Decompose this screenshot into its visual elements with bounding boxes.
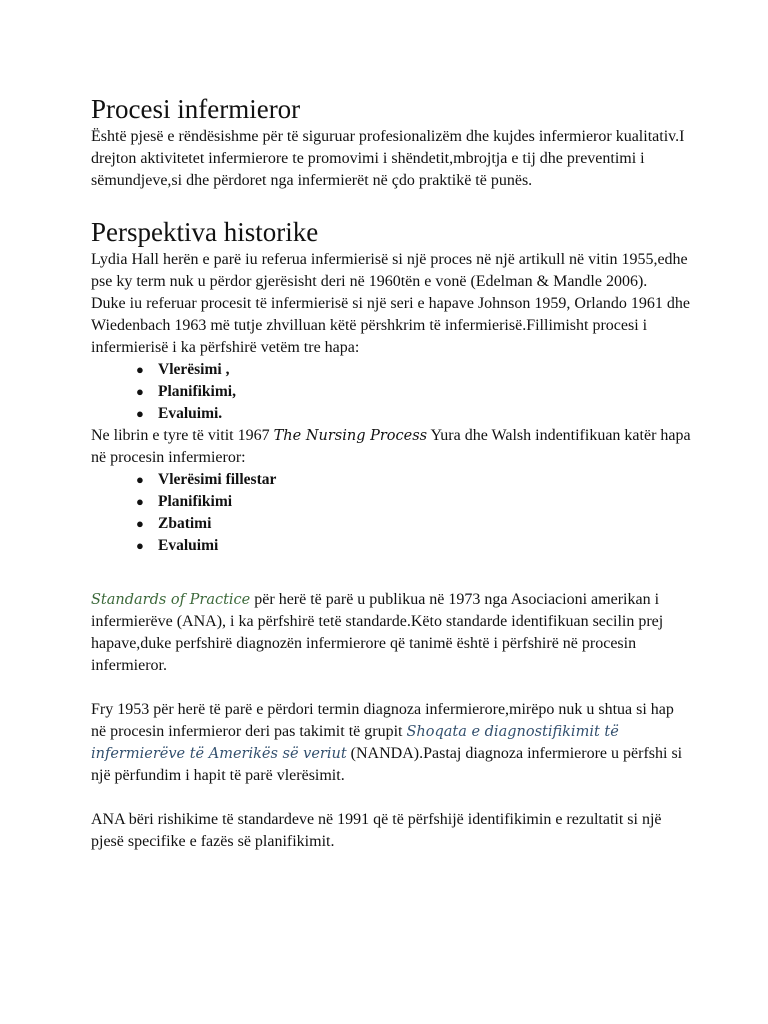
bullet-icon: ● <box>136 494 144 509</box>
bullet-icon: ● <box>136 538 144 553</box>
section-heading-perspektiva: Perspektiva historike <box>91 217 319 247</box>
document-body <box>91 94 691 853</box>
section-heading-procesi: Procesi infermieror <box>91 94 301 124</box>
history-paragraph-3: Ne librin e tyre të vitit 1967 The Nursing Process Yura dhe Walsh indentifikuan katër hapa në procesin infermieror: <box>91 427 691 466</box>
list-item: ● Planifikimi, <box>158 381 691 403</box>
bullet-icon: ● <box>136 406 144 421</box>
list-item: ● Vlerësimi fillestar <box>158 469 691 491</box>
intro-paragraph: Është pjesë e rëndësishme për të siguruar profesionalizëm dhe kujdes infermieror kualitativ.I drejton aktivitetet infermierore te promovimi i shëndetit,mbrojtja e tij dhe preventimi i sëmundjeve,si dhe përdoret nga infermierët në çdo praktikë të punës. <box>91 128 685 189</box>
list-item: ● Evaluimi <box>158 535 691 557</box>
list-item: ● Zbatimi <box>158 513 691 535</box>
history-paragraph-1: Lydia Hall herën e parë iu referua infermierisë si një proces në një artikull në vitin 1955,edhe pse ky term nuk u përdor gjerësisht deri në 1960tën e vonë (Edelman & Mandle 2006). <box>91 251 688 290</box>
bullet-icon: ● <box>136 384 144 399</box>
list-item: ● Evaluimi. <box>158 403 691 425</box>
association-name-italic: Shoqata e diagnostifikimit të infermierëve të Amerikës së veriut <box>91 724 619 762</box>
bullet-icon: ● <box>136 362 144 377</box>
bullet-icon: ● <box>136 516 144 531</box>
four-steps-list <box>91 469 691 557</box>
nanda-paragraph: Fry 1953 për herë të parë e përdori termin diagnoza infermierore,mirëpo nuk u shtua si hap në procesin infermieror deri pas takimit të grupit Shoqata e diagnostifikimit të infermierëve të Amerikës së veriut (NANDA).Pastaj diagnoza infermierore u përfshi si një përfundim i hapit të parë vlerësimit. <box>91 701 683 784</box>
list-item: ● Vlerësimi , <box>158 359 691 381</box>
history-paragraph-2: Duke iu referuar procesit të infermierisë si një seri e hapave Johnson 1959, Orlando 1961 dhe Wiedenbach 1963 më tutje zhvilluan këtë përshkrim të infermierisë.Fillimisht procesi i infermierisë i ka përfshirë vetëm tre hapa: <box>91 295 690 356</box>
bullet-icon: ● <box>136 472 144 487</box>
ana-paragraph: ANA bëri rishikime të standardeve në 1991 që të përfshijë identifikimin e rezultatit si një pjesë specifike e fazës së planifikimit. <box>91 811 662 850</box>
list-item: ● Planifikimi <box>158 491 691 513</box>
standards-paragraph: Standards of Practice për herë të parë u publikua në 1973 nga Asociacioni amerikan i infermierëve (ANA), i ka përfshirë tetë standarde.Këto standarde identifikuan secilin prej hapave,duke perfshirë diagnozën infermierore që tanimë është i përfshirë në procesin infermieror. <box>91 591 664 674</box>
three-steps-list <box>91 359 691 425</box>
standards-title-italic: Standards of Practice <box>91 592 251 608</box>
book-title-italic: The Nursing Process <box>273 428 428 444</box>
